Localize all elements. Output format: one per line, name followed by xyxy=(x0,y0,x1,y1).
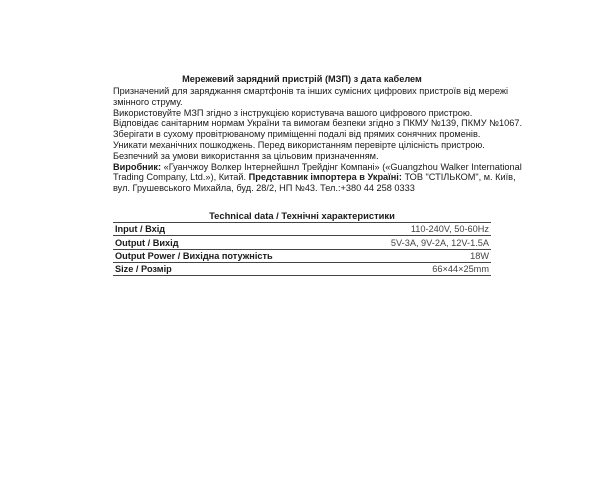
spec-label: Output / Вихід xyxy=(115,237,179,248)
spec-row xyxy=(113,235,491,248)
description-line: Зберігати в сухому провітрюваному приміщенні подалі від прямих сонячних променів. xyxy=(113,129,481,140)
manufacturer-line xyxy=(113,172,516,183)
description-text xyxy=(113,86,523,194)
spec-value: 18W xyxy=(470,250,489,261)
spec-table-title: Technical data / Технічні характеристики xyxy=(209,210,395,221)
spec-table xyxy=(113,222,491,276)
description-line: змінного струму. xyxy=(113,96,183,107)
spec-label: Input / Вхід xyxy=(115,224,166,235)
document-title: Мережевий зарядний пристрій (МЗП) з дата кабелем xyxy=(182,74,422,84)
description-line: Використовуйте МЗП згідно з інструкцією користувача вашого цифрового пристрою. xyxy=(113,107,473,118)
manufacturer-text: «Гуанчжоу Волкер Інтернейшнл Трейдінг Компані» («Guangzhou Walker International xyxy=(161,161,522,172)
importer-text: ТОВ "СТІЛЬКОМ", м. Київ, xyxy=(401,172,516,183)
spec-value: 5V-3A, 9V-2A, 12V-1.5A xyxy=(390,237,489,248)
description-line: Відповідає санітарним нормам України та вимогам безпеки згідно з ПКМУ №139, ПКМУ №1067. xyxy=(113,118,523,129)
importer-label: Представник імпортера в Україні: xyxy=(248,172,402,183)
spec-row xyxy=(113,249,491,262)
address-line: вул. Грушевського Михайла, буд. 28/2, НП №43. Тел.:+380 44 258 0333 xyxy=(113,183,415,194)
spec-row xyxy=(113,222,491,235)
description-line: Призначений для заряджання смартфонів та інших сумісних цифрових пристроїв від мережі xyxy=(113,86,509,96)
spec-label: Output Power / Вихідна потужність xyxy=(115,250,273,261)
spec-row xyxy=(113,262,491,275)
spec-label: Size / Розмір xyxy=(115,263,172,274)
manufacturer-label: Виробник: xyxy=(113,161,162,172)
manufacturer-text: Trading Company, Ltd.»), Китай. xyxy=(113,172,249,183)
spec-value: 66×44×25mm xyxy=(432,263,489,274)
description-line: Уникати механічних пошкоджень. Перед використанням перевірте цілісність пристрою. xyxy=(113,139,485,150)
spec-value: 110-240V, 50-60Hz xyxy=(410,224,489,235)
manufacturer-line xyxy=(113,161,522,173)
description-line: Безпечний за умови використання за цільовим призначенням. xyxy=(113,150,379,161)
